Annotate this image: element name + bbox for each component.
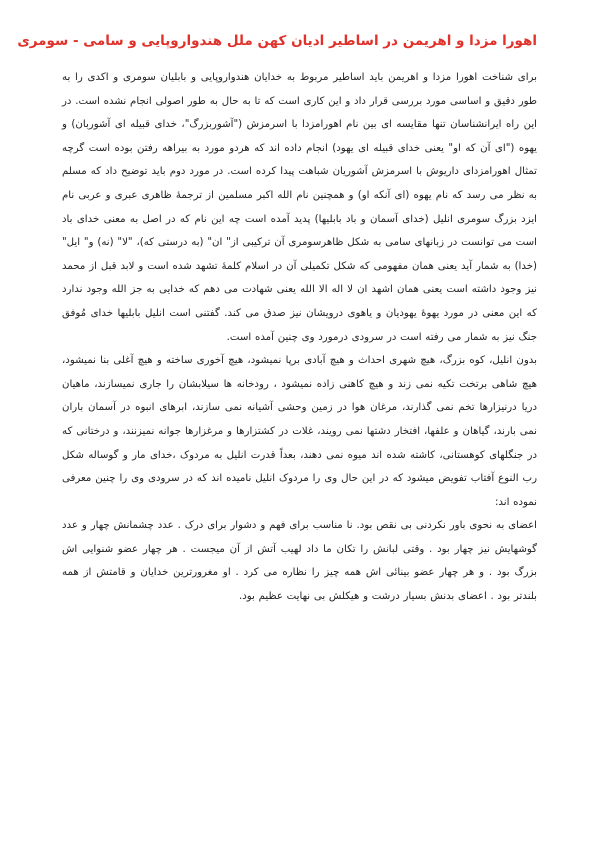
paragraph-enlil-hymn: بدون انلیل، کوه بزرگ، هیچ شهری احداث و هیچ آبادی برپا نمیشود، هیچ آخوری ساخته و هیچ آغلی بنا نمیشود، هیچ شاهی برتخت تکیه نمی زند و هیچ کاهنی زاده نمیشود ، رودخانه ها سیلابشان را جاری نمیسازند، ماهیان دریا درنیزارها تخم نمی گذارند، مرغان هوا در زمین وحشی آشیانه نمی سازند، ابرهای انبوه در آسمان باران نمی بارند، گیاهان و علفها، افتخار دشتها نمی رویند، غلات در کشتزارها و مرغزارها جوانه نمیزنند، و درختانی که در جنگلهای کوهستانی، کاشته شده اند میوه نمی دهند، بعداً قدرت انلیل به مردوک ،خدای مار و گوساله شکل رب النوع آفتاب تفویض میشود که در این حال وی را مردوک انلیل نامیده اند که در سرودی وی را چنین معرفی نموده اند: <box>62 355 537 508</box>
document-title: اهورا مزدا و اهریمن در اساطیر ادیان کهن ملل هندواروپایی و سامی - سومری <box>17 33 537 49</box>
paragraph-marduk-description: اعضای به نحوی باور نکردنی بی نقص بود. نا مناسب برای فهم و دشوار برای درک . عدد چشمانش چهار و عدد گوشهایش نیز چهار بود . وقتی لبانش را تکان ما داد لهیب آتش از آن میجست . هر چهار عضو شنوایی اش بزرگ بود . و هر چهار عضو بینائی اش همه چیز را نظاره می کرد . او مغرورترین خدایان و قامتش از همه بلندتر بود . اعضای بدنش بسیار درشت و هیکلش بی نهایت عظیم بود. <box>62 520 537 603</box>
paragraph-intro: برای شناخت اهورا مزدا و اهریمن باید اساطیر مربوط به خدایان هندواروپایی و بابلیان سومری و اکدی را به طور دقیق و اساسی مورد بررسی قرار داد و این کاری است که تا به حال به طور اصولی انجام نشده است. در این راه ایرانشناسان تنها مقایسه ای بین نام اهورامزدا با اسرمزش ("آشوربزرگ"، خدای قبیله ای آشوربان) و یهوه ("ای آن که او" یعنی خدای قبیله ای یهود) انجام داده اند که هردو مورد به بیراهه رفتن بوده است گرچه تمثال اهورامزدای داریوش با اسرمزش آشوریان شباهت پیدا کرده است. در مورد دوم باید توضیح داد که مسلم به نظر می رسد که نام یهوه (ای آنکه او) و همچنین نام الله اکبر مسلمین از ترجمهٔ ظاهری عبری و عربی نام ایزد بزرگ سومری انلیل (خدای آسمان و باد بابلیها) پدید آمده است چه این نام که در اصل به معنی خدای باد است می توانست در زبانهای سامی به شکل ظاهرسومری آن ترکیبی از" ان" (به درستی که)، "لا" (نه) و" ایل" (خدا) به شمار آید یعنی همان مفهومی که شکل تکمیلی آن در اسلام کلمهٔ تشهد شده است و لابد قبل از محمد نیز وجود داشته است یعنی همان اشهد ان لا اله الا الله یعنی شهادت می دهم که خدایی به جز الله وجود ندارد که این معنی در مورد یهوهٔ یهودیان و یاهوی درویشان نیز صدق می کند. گفتنی است انلیل بابلیها خدای مُوفق جنگ نیز به شمار می رفته است در سرودی درمورد وی چنین آمده است. <box>62 72 537 343</box>
